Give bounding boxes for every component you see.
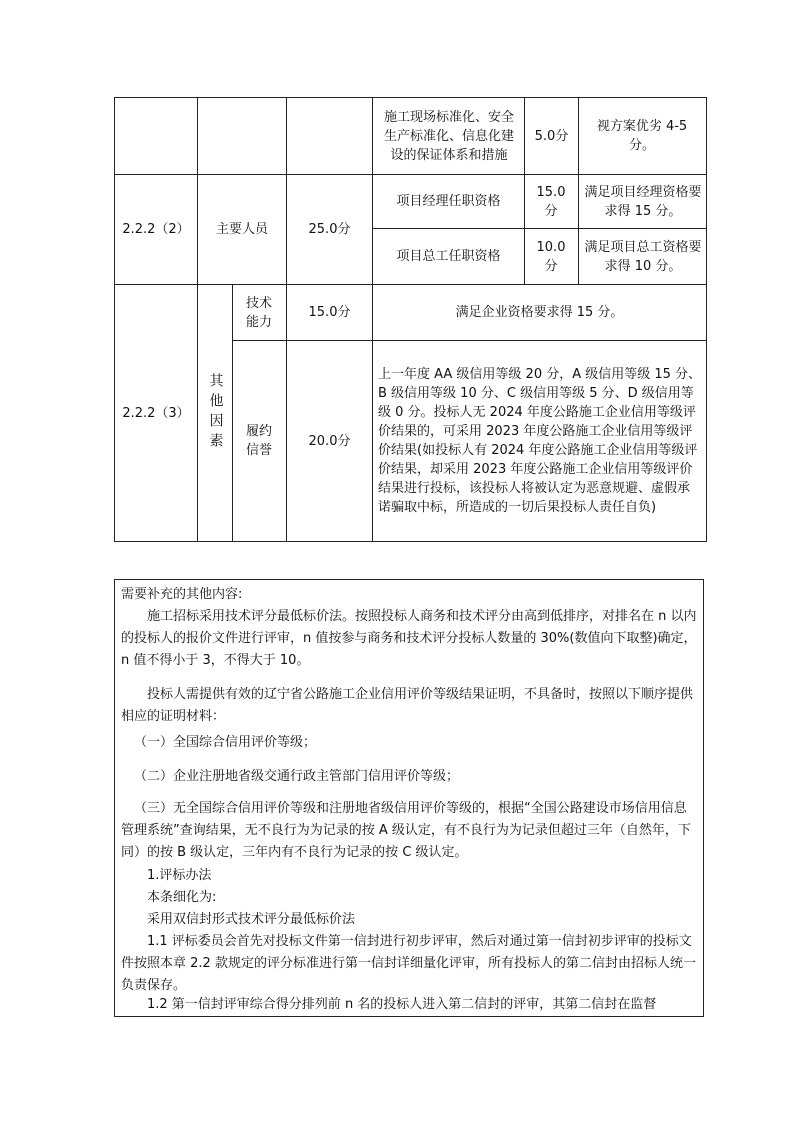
paragraph: 1.1 评标委员会首先对投标文件第一信封进行初步评审，然后对通过第一信封初步评审的投标文件按照本章 2.2 款规定的评分标准进行第一信封详细量化评审，所有投标人的第二信封由招标人统一负责保存。 bbox=[121, 934, 696, 993]
list-item: （三）无全国综合信用评价等级和注册地省级信用评价等级的，根据“全国公路建设市场信用信息管理系统”查询结果，无不良行为为记录的按 A 级认定，有不良行为为记录但超过三年（自然年，下同）的按 B 级认定，三年内有不良行为记录的按 C 级认定。 bbox=[121, 801, 691, 860]
factor-label: 其他因素 bbox=[207, 373, 224, 453]
list-item: （一）全国综合信用评价等级； bbox=[134, 735, 317, 750]
criteria-cell: 上一年度 AA 级信用等级 20 分，A 级信用等级 15 分、B 级信用等级 10 分、C 级信用等级 5 分、D 级信用等级 0 分。投标人无 2024 年度公路施工企业信用等级评价结果的，可采用 2023 年度公路施工企业信用等级评价结果(如投标人有 2024 年度公路施工企业信用等级评价结果，却采用 2023 年度公路施工企业信用等级评价结果进行投标，该投标人将被认定为恶意规避、虚假承诺骗取中标，所造成的一切后果投标人责任自负) bbox=[378, 367, 702, 515]
paragraph: 施工招标采用技术评分最低标价法。按照投标人商务和技术评分由高到低排序，对排名在 n 以内的投标人的报价文件进行评审，n 值按参与商务和技术评分投标人数量的 30%(数值向下取整)确定，n 值不得小于 3，不得大于 10。 bbox=[121, 609, 697, 668]
paragraph: 本条细化为: bbox=[147, 890, 217, 905]
criteria-cell: 满足项目经理资格要求得 15 分。 bbox=[584, 184, 702, 219]
item-cell: 技术能力 bbox=[245, 295, 272, 330]
score-cell: 15.0 分 bbox=[536, 184, 566, 219]
factor-cell bbox=[198, 285, 232, 541]
item-cell: 施工现场标准化、安全生产标准化、信息化建设的保证体系和措施 bbox=[383, 109, 514, 163]
code-cell: 2.2.2（2） bbox=[122, 222, 190, 237]
criteria-cell: 视方案优劣 4-5 分。 bbox=[596, 119, 688, 153]
paragraph: 投标人需提供有效的辽宁省公路施工企业信用评价等级结果证明，不具备时，按照以下顺序提供相应的证明材料： bbox=[121, 687, 694, 724]
item-cell: 履约信誉 bbox=[245, 424, 272, 458]
section-title: 1.评标办法 bbox=[147, 868, 212, 883]
total-score-cell: 25.0分 bbox=[308, 222, 351, 237]
criteria-cell: 满足项目总工资格要求得 10 分。 bbox=[584, 239, 702, 274]
table-line bbox=[706, 97, 707, 542]
factor-cell: 主要人员 bbox=[215, 222, 268, 237]
table-line bbox=[578, 97, 579, 284]
supplementary-notes bbox=[114, 579, 704, 1017]
score-cell: 10.0 分 bbox=[536, 239, 566, 274]
paragraph: 采用双信封形式技术评分最低标价法 bbox=[147, 912, 356, 927]
score-cell: 15.0分 bbox=[308, 305, 351, 320]
item-cell: 项目总工任职资格 bbox=[396, 249, 501, 264]
paragraph: 1.2 第一信封评审综合得分排列前 n 名的投标人进入第二信封的评审，其第二信封在监督 bbox=[147, 997, 657, 1012]
table-line bbox=[232, 284, 233, 542]
notes-heading: 需要补充的其他内容: bbox=[121, 587, 243, 602]
code-cell: 2.2.2（3） bbox=[122, 405, 190, 421]
list-item: （二）企业注册地省级交通行政主管部门信用评价等级； bbox=[134, 769, 460, 784]
criteria-cell: 满足企业资格要求得 15 分。 bbox=[455, 305, 624, 320]
score-cell: 20.0分 bbox=[308, 433, 351, 449]
score-cell: 5.0分 bbox=[534, 128, 569, 144]
scoring-table bbox=[0, 0, 793, 560]
item-cell: 项目经理任职资格 bbox=[396, 194, 501, 209]
table-line bbox=[114, 541, 706, 542]
